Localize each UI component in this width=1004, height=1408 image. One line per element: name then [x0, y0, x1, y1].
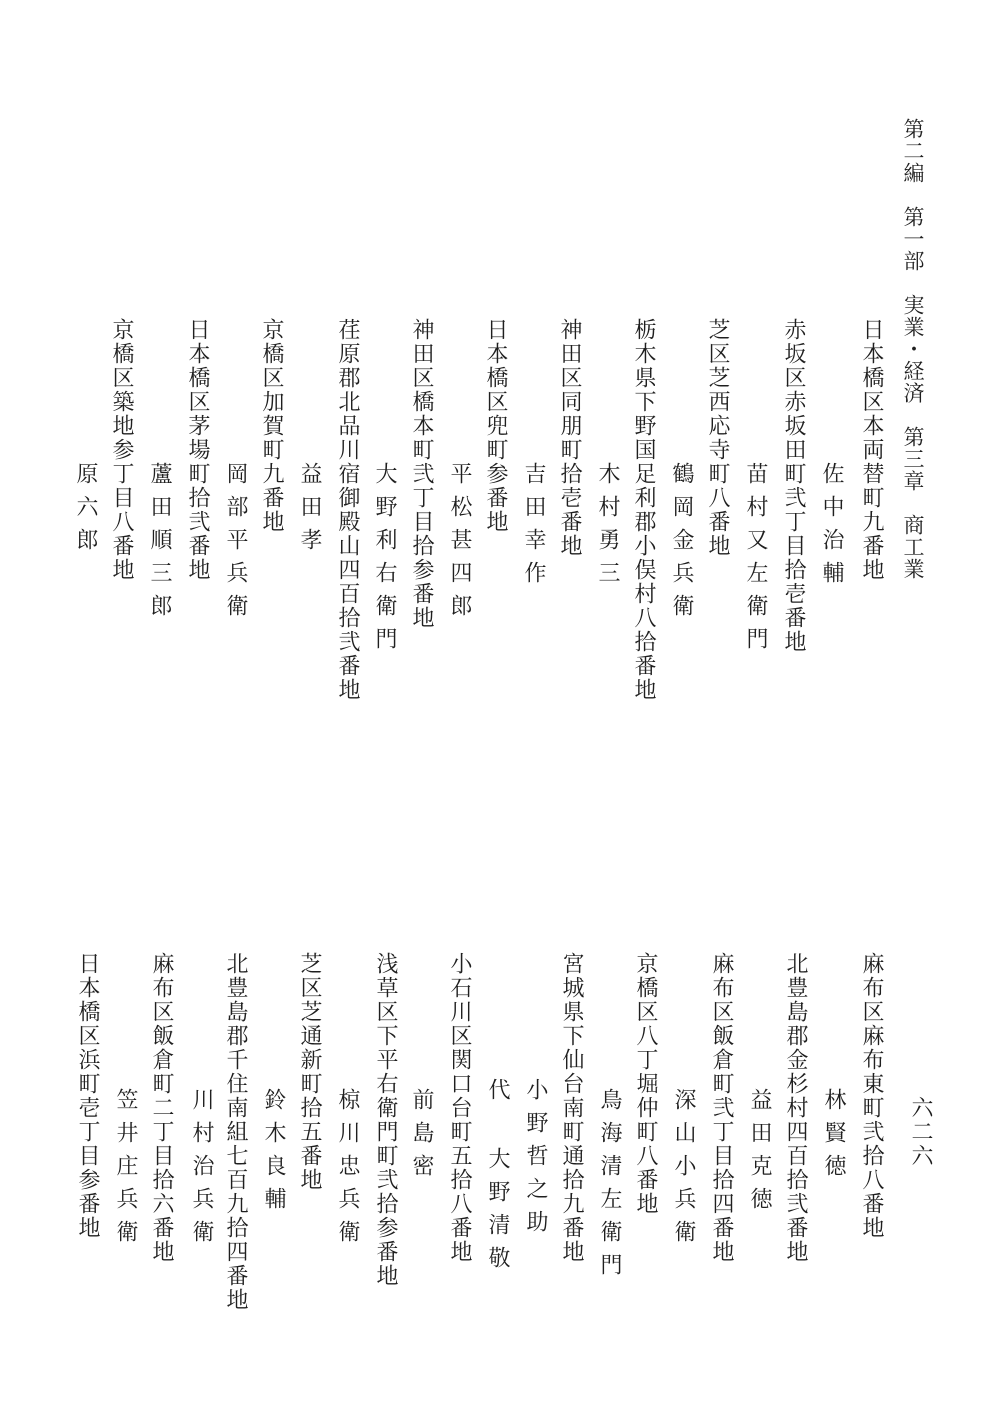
entry-name: 苗村又左衛門 [743, 462, 768, 660]
entry-name: 小野哲之助 [523, 1078, 548, 1243]
entry-address: 神田区同朋町拾壱番地 [557, 318, 582, 558]
entry-name: 大野利右衛門 [372, 462, 397, 660]
entry-name: 鈴木良輔 [261, 1088, 286, 1220]
entry-address: 芝区芝通新町拾五番地 [297, 952, 322, 1192]
entry-address: 赤坂区赤坂田町弐丁目拾壱番地 [781, 318, 806, 654]
entry-address: 京橋区築地参丁目八番地 [109, 318, 134, 582]
entry-address: 日本橋区茅場町拾弐番地 [185, 318, 210, 582]
entry-name: 川村治兵衛 [189, 1088, 214, 1253]
entry-address: 麻布区麻布東町弐拾八番地 [859, 952, 884, 1240]
entry-name: 代 大野清敬 [485, 1078, 510, 1279]
entry-name: 椋川忠兵衛 [335, 1088, 360, 1253]
entry-name: 鶴岡金兵衛 [669, 462, 694, 627]
entry-name: 吉田幸作 [521, 462, 546, 594]
entry-address: 小石川区関口台町五拾八番地 [447, 952, 472, 1264]
entry-name: 鳥海清左衛門 [597, 1088, 622, 1286]
entry-address: 麻布区飯倉町二丁目拾六番地 [149, 952, 174, 1264]
entry-name: 益田克徳 [747, 1088, 772, 1220]
entry-address: 日本橋区浜町壱丁目参番地 [75, 952, 100, 1240]
entry-address: 日本橋区本両替町九番地 [859, 318, 884, 582]
entry-address: 麻布区飯倉町弐丁目拾四番地 [709, 952, 734, 1264]
entry-name: 原六郎 [73, 462, 98, 561]
entry-address: 浅草区下平右衛門町弐拾参番地 [373, 952, 398, 1288]
entry-address: 日本橋区兜町参番地 [483, 318, 508, 534]
entry-name: 岡部平兵衛 [223, 462, 248, 627]
entry-name: 平松甚四郎 [447, 462, 472, 627]
entry-address: 京橋区加賀町九番地 [259, 318, 284, 534]
entry-address: 栃木県下野国足利郡小俣村八拾番地 [631, 318, 656, 702]
running-header: 第二編 第一部 実業・経済 第三章 商工業 [901, 118, 925, 580]
entry-address: 芝区芝西応寺町八番地 [705, 318, 730, 558]
entry-name: 林賢徳 [821, 1088, 846, 1187]
entry-address: 荏原郡北品川宿御殿山四百拾弐番地 [335, 318, 360, 702]
entry-address: 宮城県下仙台南町通拾九番地 [559, 952, 584, 1264]
entry-address: 神田区橋本町弐丁目拾参番地 [409, 318, 434, 630]
entry-address: 北豊島郡千住南組七百九拾四番地 [223, 952, 248, 1312]
entry-name: 蘆田順三郎 [147, 462, 172, 627]
page-number: 六二六 [908, 1096, 933, 1168]
entry-name: 深山小兵衛 [671, 1088, 696, 1253]
entry-name: 益田孝 [297, 462, 322, 561]
entry-name: 佐中治輔 [819, 462, 844, 594]
entry-name: 木村勇三 [595, 462, 620, 594]
entry-address: 京橋区八丁堀仲町八番地 [633, 952, 658, 1216]
entry-name: 前島密 [409, 1088, 434, 1187]
entry-name: 笠井庄兵衛 [113, 1088, 138, 1253]
entry-address: 北豊島郡金杉村四百拾弐番地 [783, 952, 808, 1264]
